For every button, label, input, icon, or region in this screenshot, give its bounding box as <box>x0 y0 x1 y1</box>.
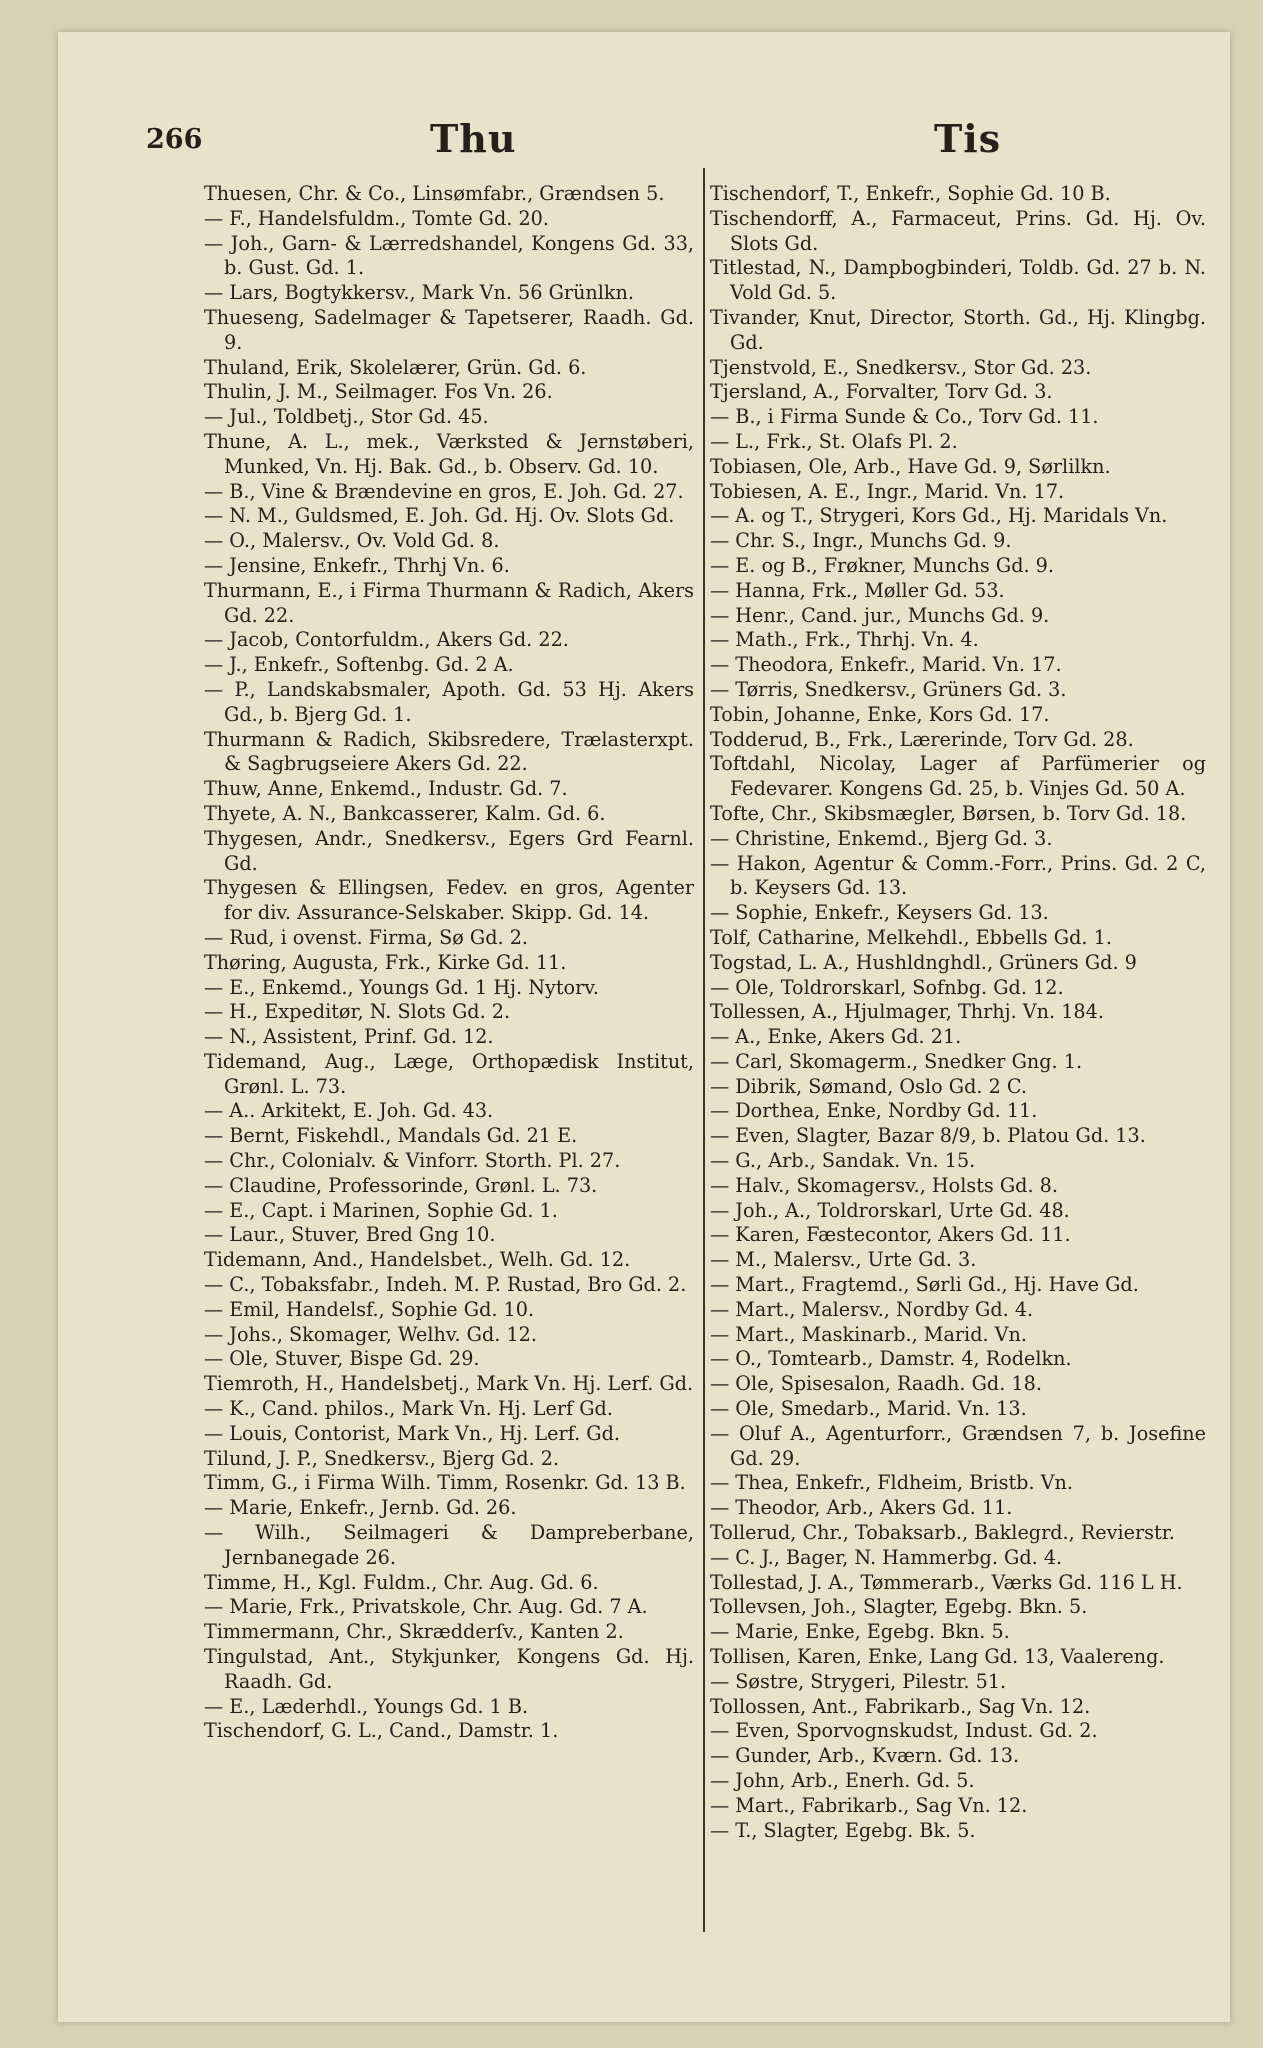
directory-entry: Tischendorff, A., Farmaceut, Prins. Gd. Hj. Ov. Slots Gd. <box>710 206 1206 255</box>
directory-entry: — Theodora, Enkefr., Marid. Vn. 17. <box>710 653 1062 677</box>
directory-entry: — Joh., Garn- & Lærredshandel, Kongens Gd. 33, b. Gust. Gd. 1. <box>204 231 694 280</box>
directory-entry: — Henr., Cand. jur., Munchs Gd. 9. <box>710 603 1050 627</box>
directory-entry: — Emil, Handelsf., Sophie Gd. 10. <box>204 1297 535 1321</box>
directory-entry: — Marie, Frk., Privatskole, Chr. Aug. Gd. 7 A. <box>204 1595 648 1619</box>
directory-entry: Thune, A. L., mek., Værksted & Jernstøberi, Munked, Vn. Hj. Bak. Gd., b. Observ. Gd. 10. <box>204 429 694 478</box>
directory-entry: — Mart., Maskinarb., Marid. Vn. <box>710 1322 1027 1346</box>
directory-entry: Tidemand, Aug., Læge, Orthopædisk Institut, Grønl. L. 73. <box>204 1049 694 1098</box>
directory-entry: — Oluf A., Agenturforr., Grændsen 7, b. Josefine Gd. 29. <box>710 1421 1206 1470</box>
directory-entry: — A. og T., Strygeri, Kors Gd., Hj. Maridals Vn. <box>710 504 1168 528</box>
directory-entry: Tolf, Catharine, Melkehdl., Ebbells Gd. 1. <box>710 925 1112 949</box>
directory-entry: Thøring, Augusta, Frk., Kirke Gd. 11. <box>204 950 567 974</box>
directory-entry: — Even, Sporvognskudst, Indust. Gd. 2. <box>710 1719 1098 1743</box>
directory-entry: — N. M., Guldsmed, E. Joh. Gd. Hj. Ov. Slots Gd. <box>204 504 675 528</box>
directory-entry: Togstad, L. A., Hushldnghdl., Grüners Gd. 9 <box>710 950 1137 974</box>
directory-entry: — Jensine, Enkefr., Thrhj Vn. 6. <box>204 553 510 577</box>
directory-entry: Tjenstvold, E., Snedkersv., Stor Gd. 23. <box>710 355 1092 379</box>
directory-entry: Timme, H., Kgl. Fuldm., Chr. Aug. Gd. 6. <box>204 1570 599 1594</box>
directory-entry: Tobin, Johanne, Enke, Kors Gd. 17. <box>710 702 1050 726</box>
directory-entry: — K., Cand. philos., Mark Vn. Hj. Lerf Gd. <box>204 1397 613 1421</box>
directory-entry: — Claudine, Professorinde, Grønl. L. 73. <box>204 1173 598 1197</box>
directory-entry: — Laur., Stuver, Bred Gng 10. <box>204 1223 496 1247</box>
directory-entry: — Tørris, Snedkersv., Grüners Gd. 3. <box>710 677 1067 701</box>
directory-entry: — T., Slagter, Egebg. Bk. 5. <box>710 1818 976 1842</box>
directory-entry: Toftdahl, Nicolay, Lager af Parfümerier og Fedevarer. Kongens Gd. 25, b. Vinjes Gd. 50 A. <box>710 752 1206 801</box>
directory-entry: Timm, G., i Firma Wilh. Timm, Rosenkr. Gd. 13 B. <box>204 1471 686 1495</box>
directory-entry: Thueseng, Sadelmager & Tapetserer, Raadh. Gd. 9. <box>204 305 694 354</box>
directory-entry: — E., Enkemd., Youngs Gd. 1 Hj. Nytorv. <box>204 975 599 999</box>
directory-entry: — G., Arb., Sandak. Vn. 15. <box>710 1149 976 1173</box>
directory-entry: — A., Enke, Akers Gd. 21. <box>710 1025 962 1049</box>
directory-entry: — M., Malersv., Urte Gd. 3. <box>710 1248 977 1272</box>
directory-entry: — B., Vine & Brændevine en gros, E. Joh. Gd. 27. <box>204 479 684 503</box>
directory-entry: — Rud, i ovenst. Firma, Sø Gd. 2. <box>204 925 529 949</box>
directory-entry: — Chr. S., Ingr., Munchs Gd. 9. <box>710 529 1012 553</box>
directory-entry: Tollevsen, Joh., Slagter, Egebg. Bkn. 5. <box>710 1595 1088 1619</box>
directory-entry: — Ole, Toldrorskarl, Sofnbg. Gd. 12. <box>710 975 1064 999</box>
directory-entry: — Mart., Fragtemd., Sørli Gd., Hj. Have Gd. <box>710 1273 1139 1297</box>
directory-entry: — Lars, Bogtykkersv., Mark Vn. 56 Grünlkn. <box>204 281 635 305</box>
directory-entry: — H., Expeditør, N. Slots Gd. 2. <box>204 1000 511 1024</box>
directory-entry: — Marie, Enkefr., Jernb. Gd. 26. <box>204 1496 517 1520</box>
directory-entry: Titlestad, N., Dampbogbinderi, Toldb. Gd. 27 b. N. Vold Gd. 5. <box>710 256 1206 305</box>
directory-entry: Thygesen, Andr., Snedkersv., Egers Grd Fearnl. Gd. <box>204 826 694 875</box>
directory-entry: — Ole, Stuver, Bispe Gd. 29. <box>204 1347 480 1371</box>
directory-entry: Thurmann, E., i Firma Thurmann & Radich, Akers Gd. 22. <box>204 578 694 627</box>
directory-entry: — Halv., Skomagersv., Holsts Gd. 8. <box>710 1173 1058 1197</box>
directory-entry: Tollestad, J. A., Tømmerarb., Værks Gd. 116 L H. <box>710 1570 1183 1594</box>
directory-entry: — Karen, Fæstecontor, Akers Gd. 11. <box>710 1223 1071 1247</box>
directory-entry: — Wilh., Seilmageri & Dampreberbane, Jernbanegade 26. <box>204 1521 694 1569</box>
directory-entry: Thuesen, Chr. & Co., Linsømfabr., Grændsen 5. <box>204 182 665 205</box>
directory-entry: — Johs., Skomager, Welhv. Gd. 12. <box>204 1322 537 1346</box>
column-divider <box>703 168 705 1932</box>
directory-entry: — N., Assistent, Prinf. Gd. 12. <box>204 1025 494 1049</box>
directory-entry: — Jul., Toldbetj., Stor Gd. 45. <box>204 405 489 429</box>
directory-entry: Thygesen & Ellingsen, Fedev. en gros, Agenter for div. Assurance-Selskaber. Skipp. Gd. 14. <box>204 876 694 925</box>
directory-entry: — Hanna, Frk., Møller Gd. 53. <box>710 578 1005 602</box>
directory-entry: — E. og B., Frøkner, Munchs Gd. 9. <box>710 553 1054 577</box>
directory-entry: — O., Tomtearb., Damstr. 4, Rodelkn. <box>710 1347 1072 1371</box>
directory-entry: — Theodor, Arb., Akers Gd. 11. <box>710 1496 1013 1520</box>
directory-entry: — Ole, Smedarb., Marid. Vn. 13. <box>710 1397 1027 1421</box>
running-head-left: Thu <box>430 116 517 161</box>
directory-entry: Tischendorf, T., Enkefr., Sophie Gd. 10 B. <box>710 182 1111 205</box>
directory-entry: — Thea, Enkefr., Fldheim, Bristb. Vn. <box>710 1471 1073 1495</box>
directory-entry: Tivander, Knut, Director, Storth. Gd., Hj. Klingbg. Gd. <box>710 305 1206 354</box>
directory-entry: Thuw, Anne, Enkemd., Industr. Gd. 7. <box>204 777 568 801</box>
directory-entry: Tollerud, Chr., Tobaksarb., Baklegrd., Revierstr. <box>710 1521 1175 1545</box>
directory-entry: — E., Læderhdl., Youngs Gd. 1 B. <box>204 1694 529 1718</box>
directory-entry: — B., i Firma Sunde & Co., Torv Gd. 11. <box>710 405 1099 429</box>
directory-entry: — Mart., Malersv., Nordby Gd. 4. <box>710 1297 1034 1321</box>
left-column <box>204 182 694 1744</box>
directory-entry: Tofte, Chr., Skibsmægler, Børsen, b. Torv Gd. 18. <box>710 801 1187 825</box>
directory-entry: — P., Landskabsmaler, Apoth. Gd. 53 Hj. Akers Gd., b. Bjerg Gd. 1. <box>204 677 694 726</box>
directory-entry: — E., Capt. i Marinen, Sophie Gd. 1. <box>204 1198 558 1222</box>
directory-entry: Todderud, B., Frk., Lærerinde, Torv Gd. 28. <box>710 727 1134 751</box>
directory-entry: — Math., Frk., Thrhj. Vn. 4. <box>710 628 979 652</box>
directory-entry: — Even, Slagter, Bazar 8/9, b. Platou Gd. 13. <box>710 1124 1146 1148</box>
directory-entry: Tilund, J. P., Snedkersv., Bjerg Gd. 2. <box>204 1446 560 1470</box>
directory-page <box>58 32 1230 2022</box>
directory-entry: Timmermann, Chr., Skrædderſv., Kanten 2. <box>204 1620 624 1644</box>
directory-entry: — Ole, Spisesalon, Raadh. Gd. 18. <box>710 1372 1042 1396</box>
directory-entry: — Dibrik, Sømand, Oslo Gd. 2 C. <box>710 1074 1027 1098</box>
directory-entry: — Christine, Enkemd., Bjerg Gd. 3. <box>710 826 1053 850</box>
directory-entry: Tobiesen, A. E., Ingr., Marid. Vn. 17. <box>710 479 1065 503</box>
directory-entry: Tidemann, And., Handelsbet., Welh. Gd. 12. <box>204 1248 631 1272</box>
directory-entry: Tiemroth, H., Handelsbetj., Mark Vn. Hj. Lerf. Gd. <box>204 1372 694 1396</box>
directory-entry: — O., Malersv., Ov. Vold Gd. 8. <box>204 529 500 553</box>
directory-entry: — Gunder, Arb., Kværn. Gd. 13. <box>710 1744 1020 1768</box>
directory-entry: — Sophie, Enkefr., Keysers Gd. 13. <box>710 901 1049 925</box>
page-number: 266 <box>146 124 203 155</box>
directory-entry: — Dorthea, Enke, Nordby Gd. 11. <box>710 1099 1038 1123</box>
directory-entry: — L., Frk., St. Olafs Pl. 2. <box>710 429 958 453</box>
directory-entry: — Bernt, Fiskehdl., Mandals Gd. 21 E. <box>204 1124 578 1148</box>
directory-entry: Thyete, A. N., Bankcasserer, Kalm. Gd. 6. <box>204 801 606 825</box>
directory-entry: — F., Handelsfuldm., Tomte Gd. 20. <box>204 206 549 230</box>
directory-entry: — Carl, Skomagerm., Snedker Gng. 1. <box>710 1049 1083 1073</box>
directory-entry: — Hakon, Agentur & Comm.-Forr., Prins. Gd. 2 C, b. Keysers Gd. 13. <box>710 851 1206 900</box>
running-head-right: Tis <box>934 116 1002 161</box>
directory-entry: Tischendorf, G. L., Cand., Damstr. 1. <box>204 1719 559 1743</box>
directory-entry: Thurmann & Radich, Skibsredere, Trælasterxpt. & Sagbrugseiere Akers Gd. 22. <box>204 727 694 776</box>
directory-entry: — John, Arb., Enerh. Gd. 5. <box>710 1769 975 1792</box>
directory-entry: — Mart., Fabrikarb., Sag Vn. 12. <box>710 1793 1028 1817</box>
directory-entry: Tingulstad, Ant., Stykjunker, Kongens Gd. Hj. Raadh. Gd. <box>204 1645 694 1693</box>
directory-entry: Tollossen, Ant., Fabrikarb., Sag Vn. 12. <box>710 1694 1091 1718</box>
directory-entry: — Louis, Contorist, Mark Vn., Hj. Lerf. Gd. <box>204 1421 621 1445</box>
directory-entry: — J., Enkefr., Softenbg. Gd. 2 A. <box>204 653 514 677</box>
directory-entry: — Joh., A., Toldrorskarl, Urte Gd. 48. <box>710 1198 1070 1222</box>
directory-entry: — Chr., Colonialv. & Vinforr. Storth. Pl. 27. <box>204 1149 621 1173</box>
directory-entry: — Søstre, Strygeri, Pilestr. 51. <box>710 1669 1007 1693</box>
directory-entry: Thuland, Erik, Skolelærer, Grün. Gd. 6. <box>204 355 587 379</box>
directory-entry: — Marie, Enke, Egebg. Bkn. 5. <box>710 1620 1010 1644</box>
directory-entry: Thulin, J. M., Seilmager. Fos Vn. 26. <box>204 380 553 404</box>
directory-entry: — C., Tobaksfabr., Indeh. M. P. Rustad, Bro Gd. 2. <box>204 1273 687 1297</box>
right-column <box>710 182 1206 1843</box>
directory-entry: Tobiasen, Ole, Arb., Have Gd. 9, Sørlilkn. <box>710 454 1111 478</box>
directory-entry: Tollisen, Karen, Enke, Lang Gd. 13, Vaalereng. <box>710 1645 1165 1669</box>
directory-entry: — Jacob, Contorfuldm., Akers Gd. 22. <box>204 628 569 652</box>
directory-entry: Tjersland, A., Forvalter, Torv Gd. 3. <box>710 380 1053 404</box>
directory-entry: — C. J., Bager, N. Hammerbg. Gd. 4. <box>710 1545 1063 1569</box>
directory-entry: Tollessen, A., Hjulmager, Thrhj. Vn. 184. <box>710 1000 1104 1024</box>
directory-entry: — A.. Arkitekt, E. Joh. Gd. 43. <box>204 1099 494 1123</box>
